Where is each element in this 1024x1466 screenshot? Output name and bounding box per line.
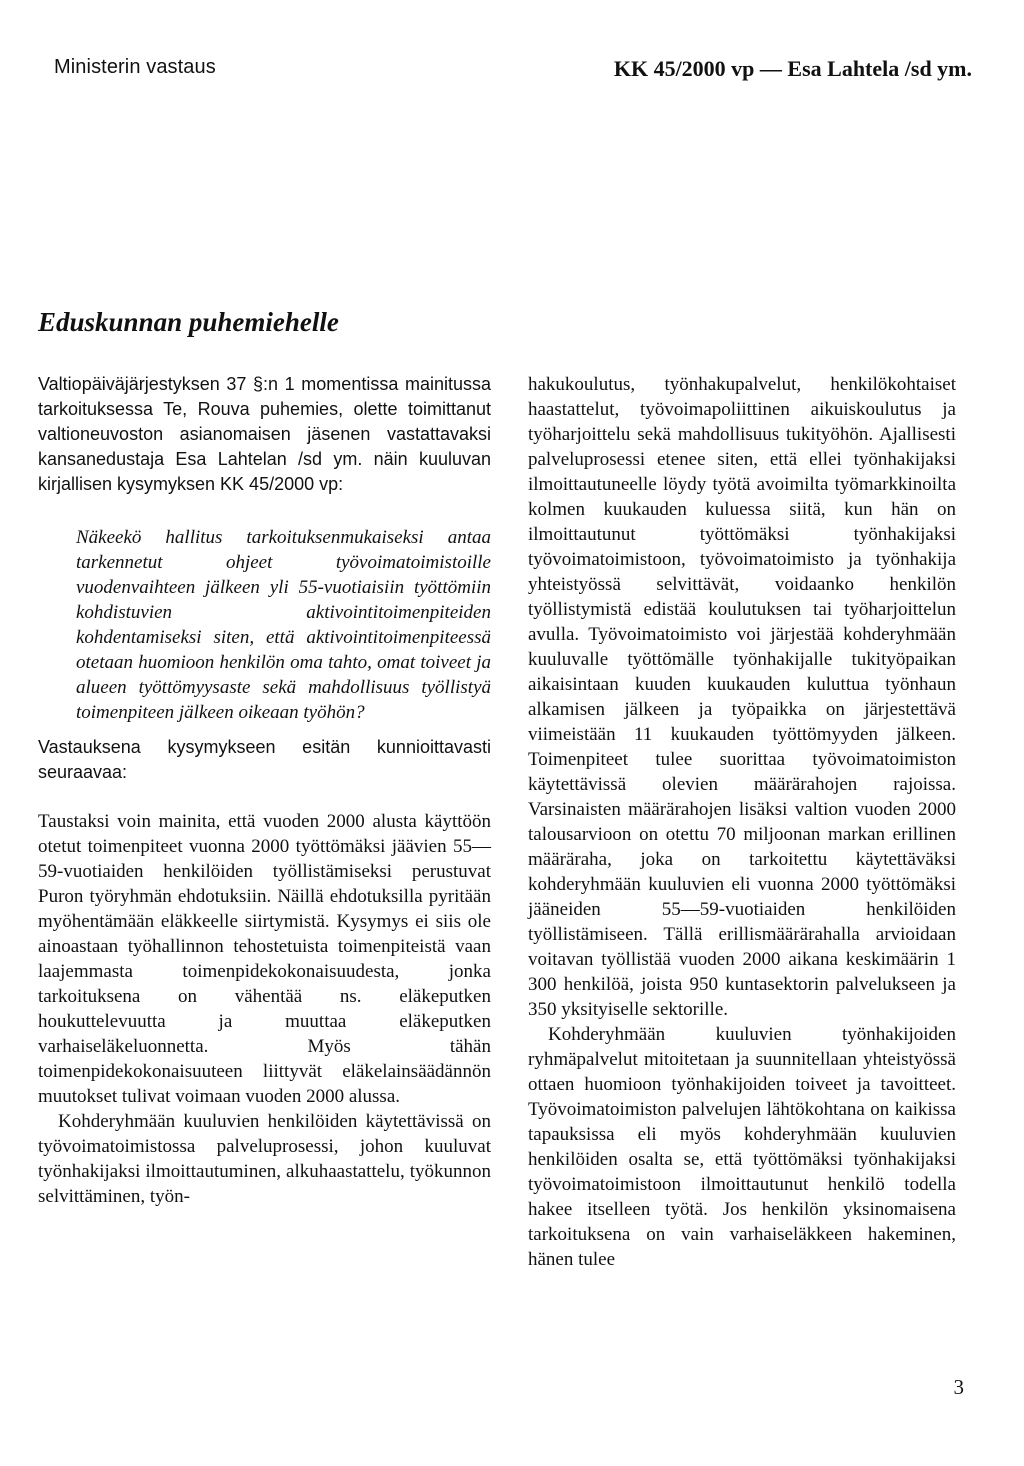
- page-number: 3: [953, 1375, 964, 1399]
- question-paragraph: Näkeekö hallitus tarkoituksenmukaiseksi antaa tarkennetut ohjeet työvoimatoimistoille vuodenvaihteen jälkeen yli 55-vuotiaisiin työttömiin kohdistuvien aktivointitoimenpiteiden kohdentamiseksi siten, että aktivointitoimenpiteessä otetaan huomioon henkilön oma tahto, omat toiveet ja alueen työttömyysaste sekä mahdollisuus työllistyä toimenpiteen jälkeen oikeaan työhön?: [76, 527, 491, 723]
- salutation: Eduskunnan puhemiehelle: [38, 307, 339, 337]
- right-paragraph-2: Kohderyhmään kuuluvien työnhakijoiden ryhmäpalvelut mitoitetaan ja suunnitellaan yhteistyössä ottaen huomioon työnhakijoiden toiveet ja tavoitteet. Työvoimatoimiston palvelujen lähtökohtana on kaikissa tapauksissa eli myös kohderyhmään kuuluvien henkilöiden osalta se, että työttömäksi työnhakijaksi työvoimatoimistoon ilmoittautunut henkilö todella hakee itselleen työtä. Jos henkilön yksinomaisena tarkoituksena on vain varhaiseläkkeen hakeminen, hänen tulee: [528, 1024, 956, 1270]
- left-paragraph-1: Taustaksi voin mainita, että vuoden 2000 alusta käyttöön otetut toimenpiteet vuonna 2000 työttömäksi jäävien 55—59-vuotiaiden henkilöiden työllistämiseksi perustuvat Puron työryhmän ehdotuksiin. Näillä ehdotuksilla pyritään myöhentämään eläkkeelle siirtymistä. Kysymys ei siis ole ainoastaan työhallinnon tehostetuista toimenpiteistä vaan laajemmasta toimenpidekokonaisuudesta, jonka tarkoituksena on vähentää ns. eläkeputken houkuttelevuutta ja muuttaa eläkeputken varhaiseläkeluonnetta. Myös tähän toimenpidekokonaisuuteen liittyvät eläkelainsäädännön muutokset tulivat voimaan vuoden 2000 alussa.: [38, 811, 491, 1107]
- right-paragraph-1: hakukoulutus, työnhakupalvelut, henkilökohtaiset haastattelut, työvoimapoliittinen aikuiskoulutus ja työharjoittelu sekä mahdollisuus tukityöhön. Ajallisesti palveluprosessi etenee siten, että ellei työnhakijaksi ilmoittautuneelle löydy työtä avoimilta työmarkkinoilta kolmen kuukauden kuluessa siitä, kun hän on ilmoittautunut työttömäksi työnhakijaksi työvoimatoimistoon, työvoimatoimisto ja työnhakija yhteistyössä selvittävät, voidaanko henkilön työllistymistä edistää koulutuksen tai työharjoittelun avulla. Työvoimatoimisto voi järjestää kohderyhmään kuuluvalle työttömälle työnhakijalle tukityöpaikan aikaisintaan kuuden kuukauden kuluttua työnhaun alkamisen jälkeen ja työpaikka on järjestettävä viimeistään 11 kuukauden työttömyyden jälkeen. Toimenpiteet tulee suorittaa työvoimatoimiston käytettävissä olevien määrärahojen rajoissa. Varsinaisten määrärahojen lisäksi valtion vuoden 2000 talousarvioon on otettu 70 miljoonan markan erillinen määräraha, joka on tarkoitettu käytettäväksi kohderyhmään kuuluvien eli vuonna 2000 työttömäksi jääneiden 55—59-vuotiaiden henkilöiden työllistämiseen. Tällä erillismäärärahalla arvioidaan voitavan työllistää vuoden 2000 aikana keskimäärin 1 300 henkilöä, joista 950 kuntasektorin palvelukseen ja 350 yksityiselle sektorille.: [528, 374, 956, 1020]
- intro-paragraph: Valtiopäiväjärjestyksen 37 §:n 1 momentissa mainitussa tarkoituksessa Te, Rouva puhemies, olette toimittanut valtioneuvoston asianomaisen jäsenen vastattavaksi kansanedustaja Esa Lahtelan /sd ym. näin kuuluvan kirjallisen kysymyksen KK 45/2000 vp:: [38, 374, 491, 494]
- header-right: KK 45/2000 vp — Esa Lahtela /sd ym.: [613, 56, 972, 81]
- header-left: Ministerin vastaus: [54, 56, 216, 78]
- right-column: [528, 372, 956, 1272]
- answer-intro: Vastauksena kysymykseen esitän kunnioittavasti seuraavaa:: [38, 737, 491, 782]
- left-column: [38, 372, 491, 1209]
- left-paragraph-2: Kohderyhmään kuuluvien henkilöiden käytettävissä on työvoimatoimistossa palveluprosessi, johon kuuluvat työnhakijaksi ilmoittautuminen, alkuhaastattelu, työkunnon selvittäminen, työn-: [38, 1111, 491, 1207]
